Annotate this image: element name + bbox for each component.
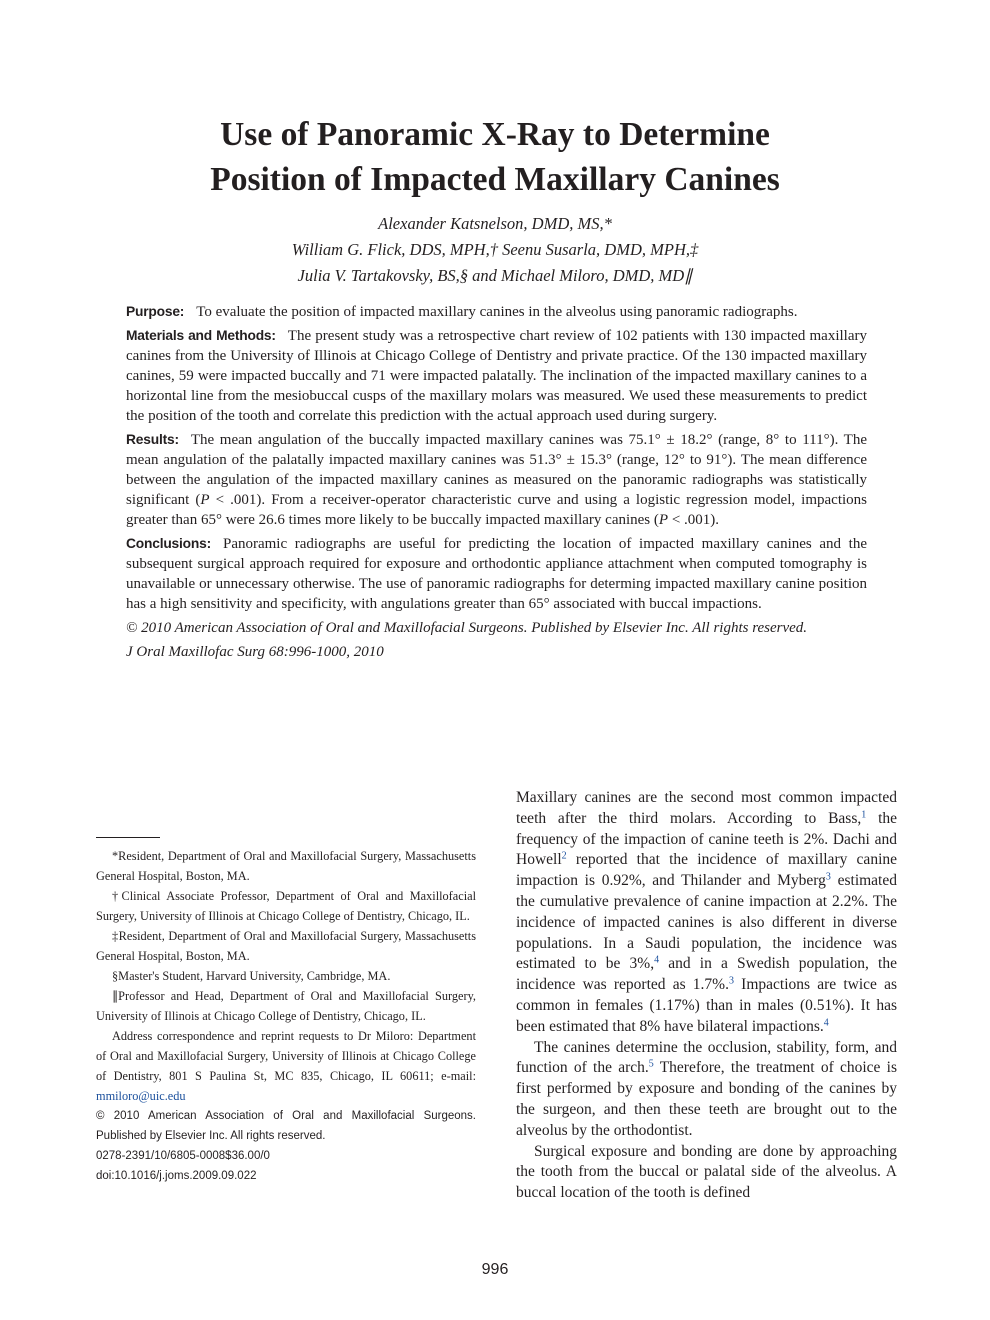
reference-link[interactable]: 4 — [654, 954, 660, 966]
doi[interactable]: doi:10.1016/j.joms.2009.09.022 — [96, 1170, 257, 1182]
author-line: William G. Flick, DDS, MPH,† Seenu Susarla, DMD, MPH,‡ — [291, 240, 699, 259]
abstract-text: Panoramic radiographs are useful for predicting the location of impacted maxillary canines and the subsequent surgical approach required for exposure and orthodontic appliance attachment when computed tomography is unavailable or unnecessary otherwise. The use of panoramic radiographs for determing impacted maxillary canine position has a high sensitivity and specificity, with angulations greater than 65° associated with buccal impactions. — [126, 536, 867, 612]
p-value-symbol: P — [658, 512, 669, 528]
abstract-heading: Conclusions: — [126, 536, 211, 551]
reference-link[interactable]: 1 — [861, 809, 867, 821]
publication-info — [96, 1106, 476, 1186]
footnote: ‡Resident, Department of Oral and Maxillofacial Surgery, Massachusetts General Hospital, Boston, MA. — [96, 929, 476, 963]
body-text: The canines determine the occlusion, stability, form, and function of the arch. — [516, 1038, 897, 1077]
abstract-heading: Materials and Methods: — [126, 328, 276, 343]
reference-link[interactable]: 4 — [823, 1017, 829, 1029]
p-value-symbol: P — [200, 492, 210, 508]
reference-link[interactable]: 5 — [648, 1058, 654, 1070]
abstract-text: To evaluate the position of impacted maxillary canines in the alveolus using panoramic radiographs. — [196, 304, 798, 320]
abstract-copyright: © 2010 American Association of Oral and Maxillofacial Surgeons. Published by Elsevier Inc. All rights reserved. — [126, 620, 808, 636]
body-text: and in a Swedish population, the incidence was reported as 1.7%. — [516, 955, 897, 994]
abstract-conclusions — [126, 534, 867, 614]
abstract-results — [126, 430, 867, 530]
page-number: 996 — [481, 1261, 509, 1278]
footnote: ∥Professor and Head, Department of Oral and Maxillofacial Surgery, University of Illinois at Chicago College of Dentistry, Chicago, IL. — [96, 989, 476, 1023]
email-link[interactable]: mmiloro@uic.edu — [96, 1089, 186, 1103]
article-body — [516, 788, 897, 1204]
body-text: reported that the incidence of maxillary canine impaction is 0.92%, and Thilander and Myberg — [516, 851, 897, 890]
journal-citation: J Oral Maxillofac Surg 68:996-1000, 2010 — [126, 644, 384, 660]
publisher-copyright: © 2010 American Association of Oral and Maxillofacial Surgeons. Published by Elsevier Inc. All rights reserved. — [96, 1110, 476, 1142]
abstract-text: The mean angulation of the buccally impacted maxillary canines was 75.1° ± 18.2° (range, 8° to 111°). The mean angulation of the palatally impacted maxillary canines was 51.3° ± 15.3° (range, 12° to 91°). The mean difference between the angulation of the impacted maxillary canines as measured on the panoramic radiographs was statistically significant ( — [126, 432, 867, 508]
body-text: estimated the cumulative prevalence of canine impaction at 2.2%. The incidence of impacted canines is also different in diverse populations. In a Saudi population, the incidence was estimated to be 3%, — [516, 872, 897, 973]
footnote: §Master's Student, Harvard University, Cambridge, MA. — [112, 969, 391, 983]
footnote: *Resident, Department of Oral and Maxillofacial Surgery, Massachusetts General Hospital, Boston, MA. — [96, 849, 476, 883]
abstract-text: < .001). From a receiver-operator characteristic curve and using a logistic regression model, impactions greater than 65° were 26.6 times more likely to be buccally impacted maxillary canines ( — [126, 492, 867, 528]
footnote-divider — [96, 837, 160, 838]
body-text: the frequency of the impaction of canine teeth is 2%. Dachi and Howell — [516, 809, 897, 869]
body-paragraph — [516, 1038, 897, 1142]
abstract-heading: Results: — [126, 432, 179, 447]
article-title — [60, 112, 930, 202]
abstract-methods — [126, 326, 867, 426]
abstract — [126, 302, 867, 666]
title-line: Position of Impacted Maxillary Canines — [210, 161, 780, 198]
reference-link[interactable]: 2 — [561, 850, 567, 862]
body-text: Impactions are twice as common in females (1.17%) than in males (0.51%). It has been estimated that 8% have bilateral impactions. — [516, 976, 897, 1035]
abstract-text: < .001). — [668, 512, 720, 528]
correspondence-text: Address correspondence and reprint requests to Dr Miloro: Department of Oral and Maxillofacial Surgery, University of Illinois at Chicago College of Dentistry, 801 S Paulina St, MC 835, Chicago, IL 60611; e-mail: — [96, 1029, 476, 1083]
author-list — [60, 211, 930, 289]
abstract-heading: Purpose: — [126, 304, 185, 319]
footnotes — [96, 846, 476, 1186]
title-line: Use of Panoramic X-Ray to Determine — [220, 116, 770, 153]
body-paragraph: Surgical exposure and bonding are done by approaching the tooth from the buccal or palatal side of the alveolus. A buccal location of the tooth is defined — [516, 1142, 897, 1202]
correspondence-note — [96, 1026, 476, 1106]
author-line: Alexander Katsnelson, DMD, MS,* — [378, 214, 612, 233]
footnote: †Clinical Associate Professor, Department of Oral and Maxillofacial Surgery, University of Illinois at Chicago College of Dentistry, Chicago, IL. — [96, 889, 476, 923]
reference-link[interactable]: 3 — [825, 871, 831, 883]
reference-link[interactable]: 3 — [728, 975, 734, 987]
author-line: Julia V. Tartakovsky, BS,§ and Michael Miloro, DMD, MD∥ — [297, 266, 693, 285]
body-text: Maxillary canines are the second most common impacted teeth after the third molars. According to Bass, — [516, 789, 897, 827]
issn: 0278-2391/10/6805-0008$36.00/0 — [96, 1150, 270, 1162]
abstract-purpose — [126, 302, 867, 322]
body-paragraph — [516, 788, 897, 1038]
body-text: Therefore, the treatment of choice is first performed by exposure and bonding of the canines by the surgeon, and then these teeth are brought out to the alveolus by the orthodontist. — [516, 1059, 897, 1139]
abstract-text: The present study was a retrospective chart review of 102 patients with 130 impacted maxillary canines from the University of Illinois at Chicago College of Dentistry and private practice. Of the 130 impacted maxillary canines, 59 were impacted buccally and 71 were impacted palatally. The inclination of the impacted maxillary canines to a horizontal line from the mesiobuccal cusps of the maxillary molars was measured. We used these measurements to predict the position of the tooth and correlate this prediction with the actual approach used during surgery. — [126, 328, 867, 424]
